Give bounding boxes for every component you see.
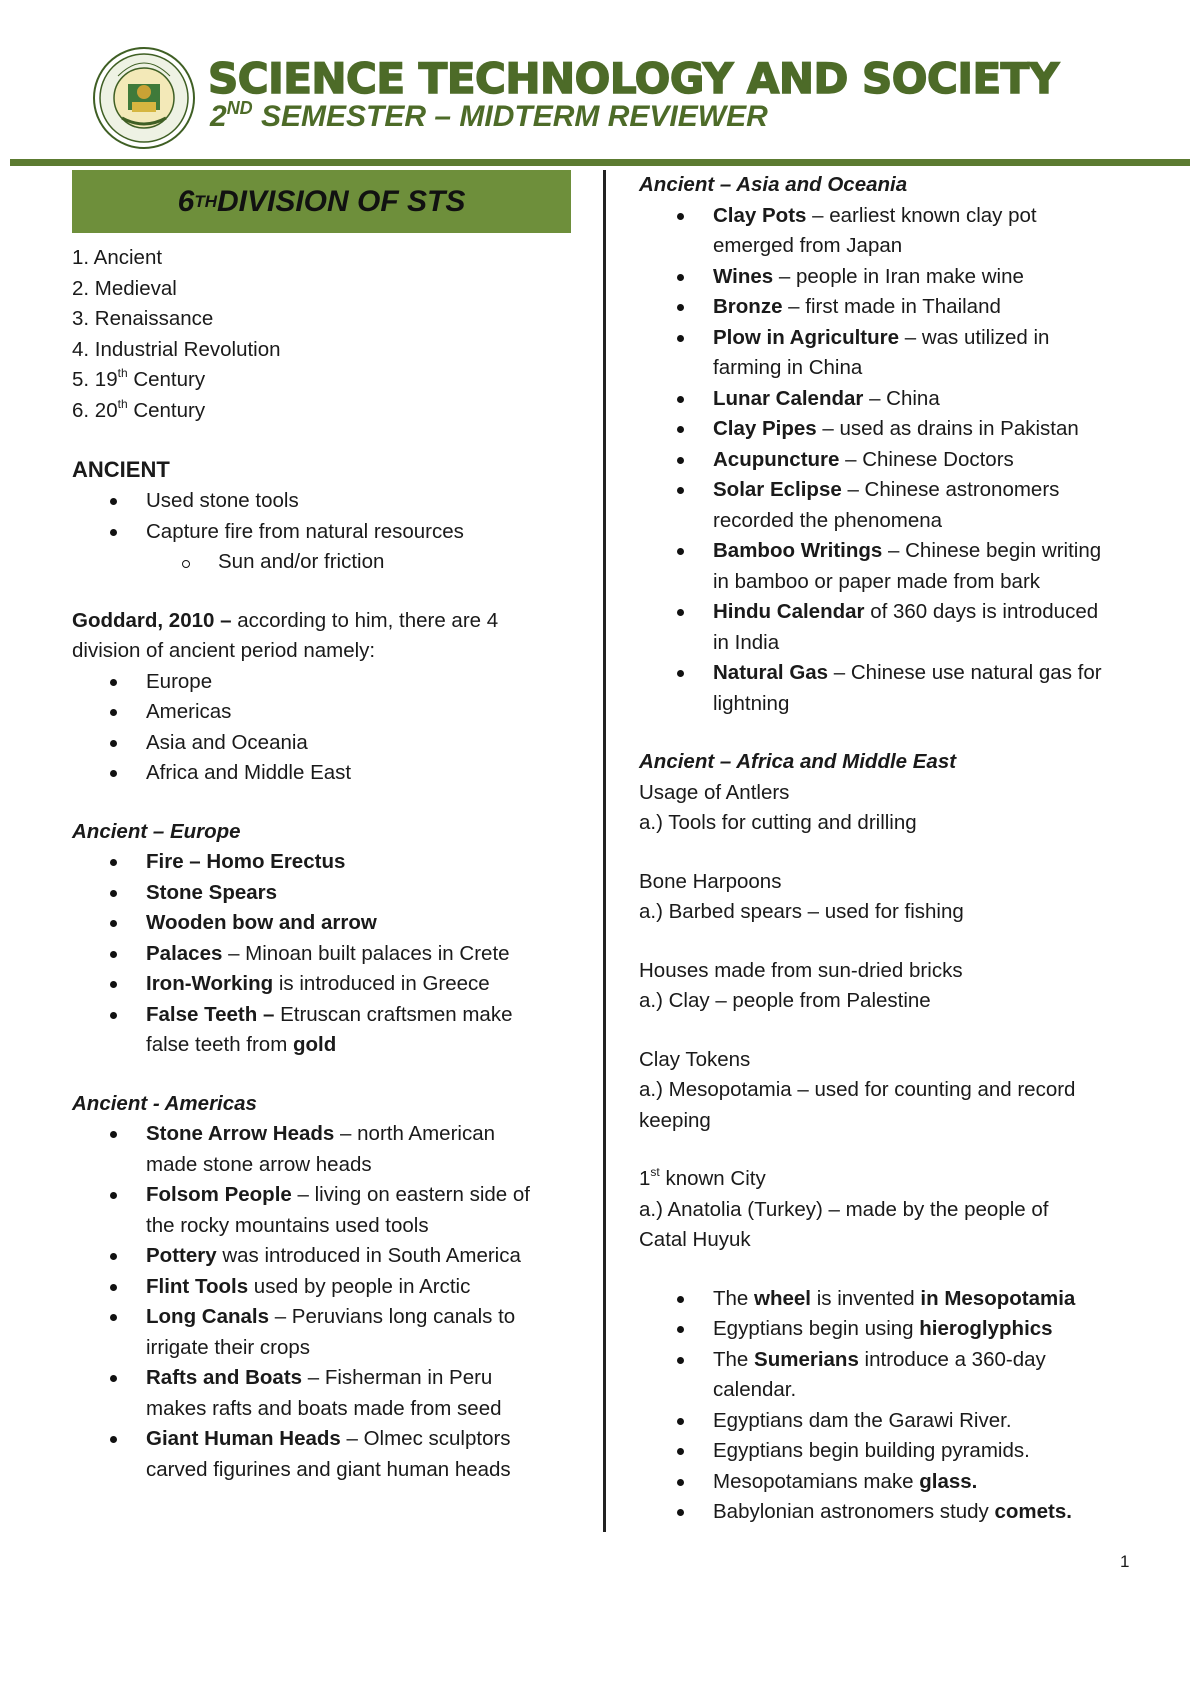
region-list <box>72 667 572 789</box>
list-item: Americas <box>72 697 572 728</box>
goddard-paragraph: Goddard, 2010 – according to him, there are 4 <box>72 608 499 632</box>
list-item: The wheel is invented in Mesopotamia <box>639 1284 1149 1315</box>
column-divider <box>603 170 606 1532</box>
list-item: Mesopotamians make glass. <box>639 1467 1149 1498</box>
facts-list <box>639 1284 1149 1528</box>
section-heading-africa: Ancient – Africa and Middle East <box>639 750 957 773</box>
division-item: 4. Industrial Revolution <box>72 337 281 361</box>
list-item: Folsom People – living on eastern side of the rocky mountains used tools <box>72 1180 572 1241</box>
section-heading-ancient: ANCIENT <box>72 457 170 482</box>
division-item: 2. Medieval <box>72 276 177 300</box>
list-item: Bronze – first made in Thailand <box>639 292 1149 323</box>
division-item: 5. 19th Century <box>72 366 206 391</box>
list-item: Palaces – Minoan built palaces in Crete <box>72 939 572 970</box>
section-heading-europe: Ancient – Europe <box>72 819 241 843</box>
list-item: Egyptians dam the Garawi River. <box>639 1406 1149 1437</box>
college-seal-logo <box>92 46 196 150</box>
americas-list <box>72 1119 572 1485</box>
list-item: Africa and Middle East <box>72 758 572 789</box>
ancient-list <box>72 486 572 578</box>
africa-entry-title: Bone Harpoons <box>639 869 782 893</box>
list-item: Clay Pots – earliest known clay pot emerged from Japan <box>639 201 1149 262</box>
section-heading-americas: Ancient - Americas <box>72 1091 257 1115</box>
division-item: 6. 20th Century <box>72 396 206 422</box>
africa-entry-detail: a.) Tools for cutting and drilling <box>639 811 917 834</box>
list-item: Wooden bow and arrow <box>72 908 572 939</box>
right-column <box>639 170 1149 1528</box>
document-subtitle: 2ND SEMESTER – MIDTERM REVIEWER <box>210 98 768 133</box>
africa-entry-detail: a.) Clay – people from Palestine <box>639 989 931 1012</box>
sub-list-item: Sun and/or friction <box>72 547 572 578</box>
division-item: 1. Ancient <box>72 246 163 269</box>
list-item: Capture fire from natural resources <box>72 517 572 548</box>
africa-entry-detail: a.) Anatolia (Turkey) – made by the people of <box>639 1197 1049 1221</box>
list-item: Plow in Agriculture – was utilized in farming in China <box>639 323 1149 384</box>
africa-entry-detail: keeping <box>639 1108 711 1132</box>
document-title: SCIENCE TECHNOLOGY AND SOCIETY <box>208 54 1059 103</box>
list-item: Egyptians begin building pyramids. <box>639 1436 1149 1467</box>
list-item: Bamboo Writings – Chinese begin writing in bamboo or paper made from bark <box>639 536 1149 597</box>
africa-entry-detail: Catal Huyuk <box>639 1228 751 1251</box>
division-heading-box: 6 TH DIVISION OF STS <box>72 170 571 233</box>
africa-entry-detail: a.) Barbed spears – used for fishing <box>639 900 964 923</box>
list-item: Solar Eclipse – Chinese astronomers recorded the phenomena <box>639 475 1149 536</box>
page-number: 1 <box>1120 1552 1130 1571</box>
list-item: Pottery was introduced in South America <box>72 1241 572 1272</box>
list-item: Fire – Homo Erectus <box>72 847 572 878</box>
list-item: Stone Arrow Heads – north American made stone arrow heads <box>72 1119 572 1180</box>
section-heading-asia: Ancient – Asia and Oceania <box>639 173 908 196</box>
list-item: Clay Pipes – used as drains in Pakistan <box>639 414 1149 445</box>
europe-list <box>72 847 572 1061</box>
list-item: Rafts and Boats – Fisherman in Peru makes rafts and boats made from seed <box>72 1363 572 1424</box>
list-item: Stone Spears <box>72 878 572 909</box>
list-item: Giant Human Heads – Olmec sculptors carved figurines and giant human heads <box>72 1424 572 1485</box>
list-item: Lunar Calendar – China <box>639 384 1149 415</box>
list-item: Iron-Working is introduced in Greece <box>72 969 572 1000</box>
list-item: Used stone tools <box>72 486 572 517</box>
left-column <box>72 170 572 1485</box>
list-item: Egyptians begin using hieroglyphics <box>639 1314 1149 1345</box>
header-rule <box>10 159 1190 166</box>
list-item: Babylonian astronomers study comets. <box>639 1497 1149 1528</box>
list-item: Natural Gas – Chinese use natural gas for lightning <box>639 658 1149 719</box>
division-list <box>72 243 572 426</box>
list-item: Hindu Calendar of 360 days is introduced in India <box>639 597 1149 658</box>
list-item: Wines – people in Iran make wine <box>639 262 1149 293</box>
list-item: Flint Tools used by people in Arctic <box>72 1272 572 1303</box>
list-item: False Teeth – Etruscan craftsmen make false teeth from gold <box>72 1000 572 1061</box>
list-item: Long Canals – Peruvians long canals to irrigate their crops <box>72 1302 572 1363</box>
list-item: Asia and Oceania <box>72 728 572 759</box>
list-item: Europe <box>72 667 572 698</box>
africa-entry-title: Houses made from sun-dried bricks <box>639 958 963 982</box>
africa-entry-title: 1st known City <box>639 1165 766 1190</box>
division-item: 3. Renaissance <box>72 307 214 330</box>
asia-list <box>639 201 1149 720</box>
africa-entry-title: Usage of Antlers <box>639 780 790 804</box>
goddard-paragraph-cont: division of ancient period namely: <box>72 639 376 662</box>
africa-entry-detail: a.) Mesopotamia – used for counting and record <box>639 1078 1076 1101</box>
list-item: The Sumerians introduce a 360-day calendar. <box>639 1345 1149 1406</box>
africa-entry-title: Clay Tokens <box>639 1047 751 1071</box>
list-item: Acupuncture – Chinese Doctors <box>639 445 1149 476</box>
